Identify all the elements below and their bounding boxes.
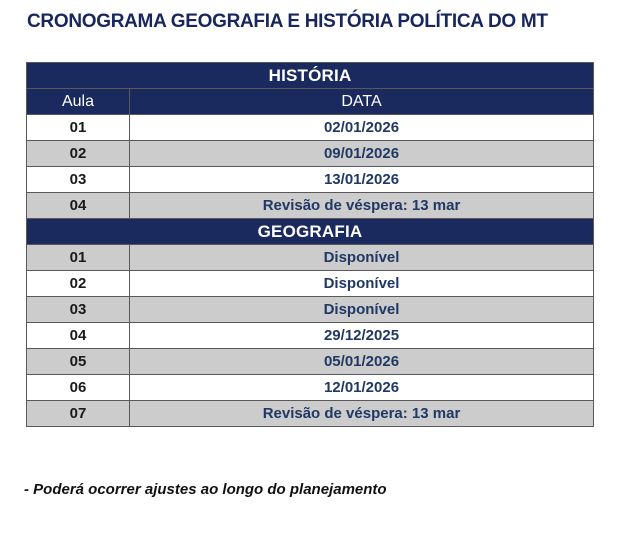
data-cell: 13/01/2026 <box>130 167 594 193</box>
schedule-table <box>26 62 594 427</box>
page-title: CRONOGRAMA GEOGRAFIA E HISTÓRIA POLÍTICA DO MT <box>27 11 548 32</box>
data-cell: Revisão de véspera: 13 mar <box>130 401 594 427</box>
table-row <box>27 141 594 167</box>
section-header-historia <box>27 63 594 89</box>
aula-cell: 05 <box>27 349 130 375</box>
aula-cell: 01 <box>27 245 130 271</box>
table-row <box>27 271 594 297</box>
data-cell: Disponível <box>130 271 594 297</box>
footer-note: - Poderá ocorrer ajustes ao longo do planejamento <box>24 481 387 498</box>
data-cell: 12/01/2026 <box>130 375 594 401</box>
section-header-geografia <box>27 219 594 245</box>
aula-cell: 03 <box>27 167 130 193</box>
table-row <box>27 375 594 401</box>
column-header-aula: Aula <box>27 89 130 115</box>
aula-cell: 07 <box>27 401 130 427</box>
table-row <box>27 245 594 271</box>
table-row <box>27 297 594 323</box>
data-cell: 05/01/2026 <box>130 349 594 375</box>
aula-cell: 02 <box>27 271 130 297</box>
table-row <box>27 115 594 141</box>
table-row <box>27 349 594 375</box>
column-header-row <box>27 89 594 115</box>
aula-cell: 01 <box>27 115 130 141</box>
table-row <box>27 193 594 219</box>
column-header-data: DATA <box>130 89 594 115</box>
data-cell: Disponível <box>130 245 594 271</box>
aula-cell: 04 <box>27 193 130 219</box>
aula-cell: 02 <box>27 141 130 167</box>
section-header-geografia-label: GEOGRAFIA <box>27 219 594 245</box>
table-row <box>27 401 594 427</box>
data-cell: Revisão de véspera: 13 mar <box>130 193 594 219</box>
section-header-historia-label: HISTÓRIA <box>27 63 594 89</box>
table-row <box>27 167 594 193</box>
aula-cell: 04 <box>27 323 130 349</box>
data-cell: 09/01/2026 <box>130 141 594 167</box>
data-cell: 02/01/2026 <box>130 115 594 141</box>
table-row <box>27 323 594 349</box>
data-cell: Disponível <box>130 297 594 323</box>
data-cell: 29/12/2025 <box>130 323 594 349</box>
aula-cell: 06 <box>27 375 130 401</box>
aula-cell: 03 <box>27 297 130 323</box>
